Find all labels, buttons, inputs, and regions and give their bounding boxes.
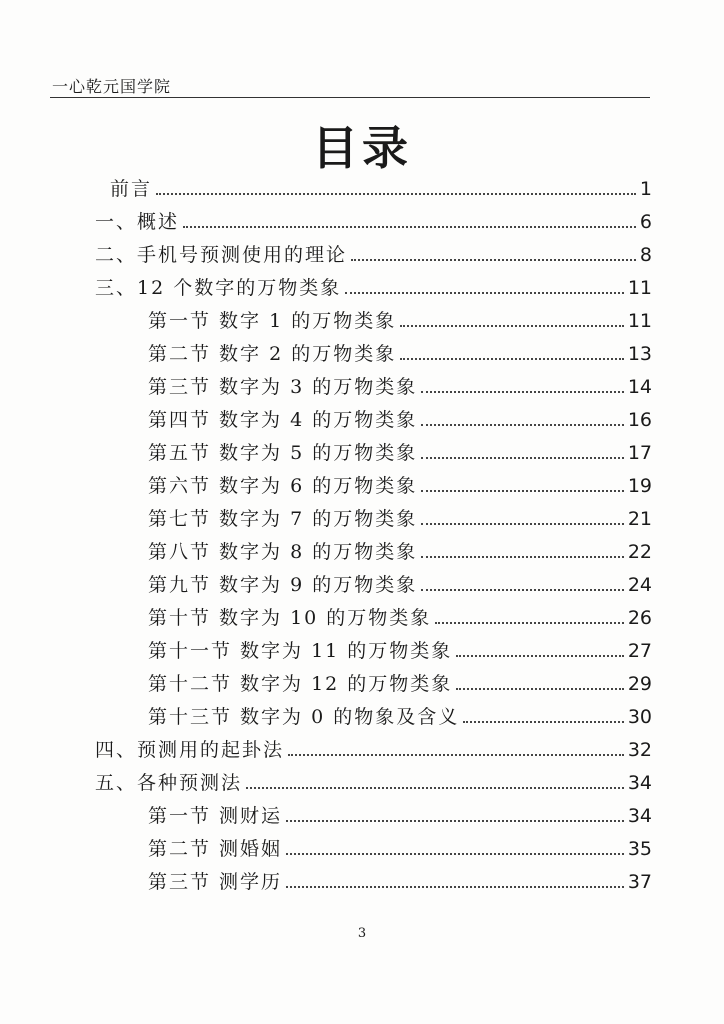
- toc-entry-page: 37: [627, 871, 652, 893]
- toc-entry-page: 1: [639, 178, 652, 200]
- toc-entry-page: 8: [639, 244, 652, 266]
- toc-title: 目录: [312, 121, 412, 175]
- toc-entry[interactable]: [148, 835, 652, 863]
- toc-entry-page: 34: [627, 772, 652, 794]
- toc-entry[interactable]: [148, 307, 652, 335]
- toc-entry[interactable]: [95, 736, 652, 764]
- toc-entry-label: 第三节 数字为 3 的万物类象: [148, 376, 418, 398]
- toc-entry-label: 前言: [110, 178, 153, 200]
- dot-leader: [421, 457, 624, 459]
- toc-entry-page: 34: [627, 805, 652, 827]
- dot-leader: [286, 820, 624, 822]
- page-number: 3: [357, 926, 367, 941]
- toc-entry-label: 第六节 数字为 6 的万物类象: [148, 475, 418, 497]
- dot-leader: [456, 655, 624, 657]
- toc-entry[interactable]: [148, 802, 652, 830]
- toc-entry-page: 14: [627, 376, 652, 398]
- toc-entry-page: 19: [627, 475, 652, 497]
- toc-entry-label: 第十节 数字为 10 的万物类象: [148, 607, 432, 629]
- toc-entry-label: 第七节 数字为 7 的万物类象: [148, 508, 418, 530]
- toc-entry-label: 第二节 测婚姻: [148, 838, 283, 860]
- toc-entry-page: 22: [627, 541, 652, 563]
- toc-entry-page: 26: [627, 607, 652, 629]
- toc-entry[interactable]: [148, 340, 652, 368]
- toc-entry-label: 第九节 数字为 9 的万物类象: [148, 574, 418, 596]
- toc-entry-page: 32: [627, 739, 652, 761]
- toc-entry-label: 第十三节 数字为 0 的物象及含义: [148, 706, 460, 728]
- toc-entry[interactable]: [148, 406, 652, 434]
- toc-entry-page: 24: [627, 574, 652, 596]
- dot-leader: [421, 556, 624, 558]
- toc-entry-label: 三、12 个数字的万物类象: [95, 277, 342, 299]
- toc-entry-page: 6: [639, 211, 652, 233]
- dot-leader: [421, 490, 624, 492]
- toc-entry-label: 一、概述: [95, 211, 180, 233]
- toc-entry[interactable]: [95, 274, 652, 302]
- toc-entry-page: 13: [627, 343, 652, 365]
- toc-entry[interactable]: [95, 241, 652, 269]
- toc-entry-label: 第十一节 数字为 11 的万物类象: [148, 640, 453, 662]
- toc-entry[interactable]: [148, 373, 652, 401]
- toc-entry-label: 第一节 测财运: [148, 805, 283, 827]
- dot-leader: [286, 853, 624, 855]
- toc-entry[interactable]: [95, 208, 652, 236]
- toc-entry-page: 16: [627, 409, 652, 431]
- dot-leader: [421, 424, 624, 426]
- dot-leader: [463, 721, 624, 723]
- toc-entry-label: 第三节 测学历: [148, 871, 283, 893]
- toc-entry[interactable]: [110, 175, 652, 203]
- toc-entry-page: 30: [627, 706, 652, 728]
- header-rule: [50, 97, 650, 98]
- dot-leader: [246, 787, 624, 789]
- dot-leader: [400, 358, 624, 360]
- toc-entry[interactable]: [148, 604, 652, 632]
- toc-entry-label: 五、各种预测法: [95, 772, 243, 794]
- dot-leader: [435, 622, 624, 624]
- dot-leader: [345, 292, 624, 294]
- toc-entry[interactable]: [95, 769, 652, 797]
- toc-entry-page: 11: [627, 310, 652, 332]
- toc-entry-label: 第一节 数字 1 的万物类象: [148, 310, 397, 332]
- toc-entry-label: 第八节 数字为 8 的万物类象: [148, 541, 418, 563]
- toc-entry-label: 第十二节 数字为 12 的万物类象: [148, 673, 453, 695]
- toc-entry-label: 第二节 数字 2 的万物类象: [148, 343, 397, 365]
- header-text: 一心乾元国学院: [52, 77, 172, 96]
- toc-entry-page: 35: [627, 838, 652, 860]
- toc-entry-label: 第四节 数字为 4 的万物类象: [148, 409, 418, 431]
- dot-leader: [286, 886, 624, 888]
- toc-entry[interactable]: [148, 637, 652, 665]
- toc-entry[interactable]: [148, 472, 652, 500]
- toc-entry[interactable]: [148, 703, 652, 731]
- toc-entry-page: 29: [627, 673, 652, 695]
- toc-entry-page: 11: [627, 277, 652, 299]
- dot-leader: [183, 226, 636, 228]
- toc-entry[interactable]: [148, 571, 652, 599]
- toc-entry[interactable]: [148, 505, 652, 533]
- dot-leader: [156, 193, 636, 195]
- toc-entry-page: 17: [627, 442, 652, 464]
- toc-entry[interactable]: [148, 868, 652, 896]
- toc-entry[interactable]: [148, 670, 652, 698]
- toc-entry-label: 第五节 数字为 5 的万物类象: [148, 442, 418, 464]
- dot-leader: [421, 589, 624, 591]
- dot-leader: [421, 523, 624, 525]
- toc-entry-label: 四、预测用的起卦法: [95, 739, 285, 761]
- toc-entry[interactable]: [148, 439, 652, 467]
- toc-entry-page: 21: [627, 508, 652, 530]
- toc-entry-page: 27: [627, 640, 652, 662]
- dot-leader: [421, 391, 624, 393]
- dot-leader: [351, 259, 636, 261]
- dot-leader: [288, 754, 624, 756]
- toc-entry-label: 二、手机号预测使用的理论: [95, 244, 348, 266]
- dot-leader: [400, 325, 624, 327]
- toc-entry[interactable]: [148, 538, 652, 566]
- dot-leader: [456, 688, 624, 690]
